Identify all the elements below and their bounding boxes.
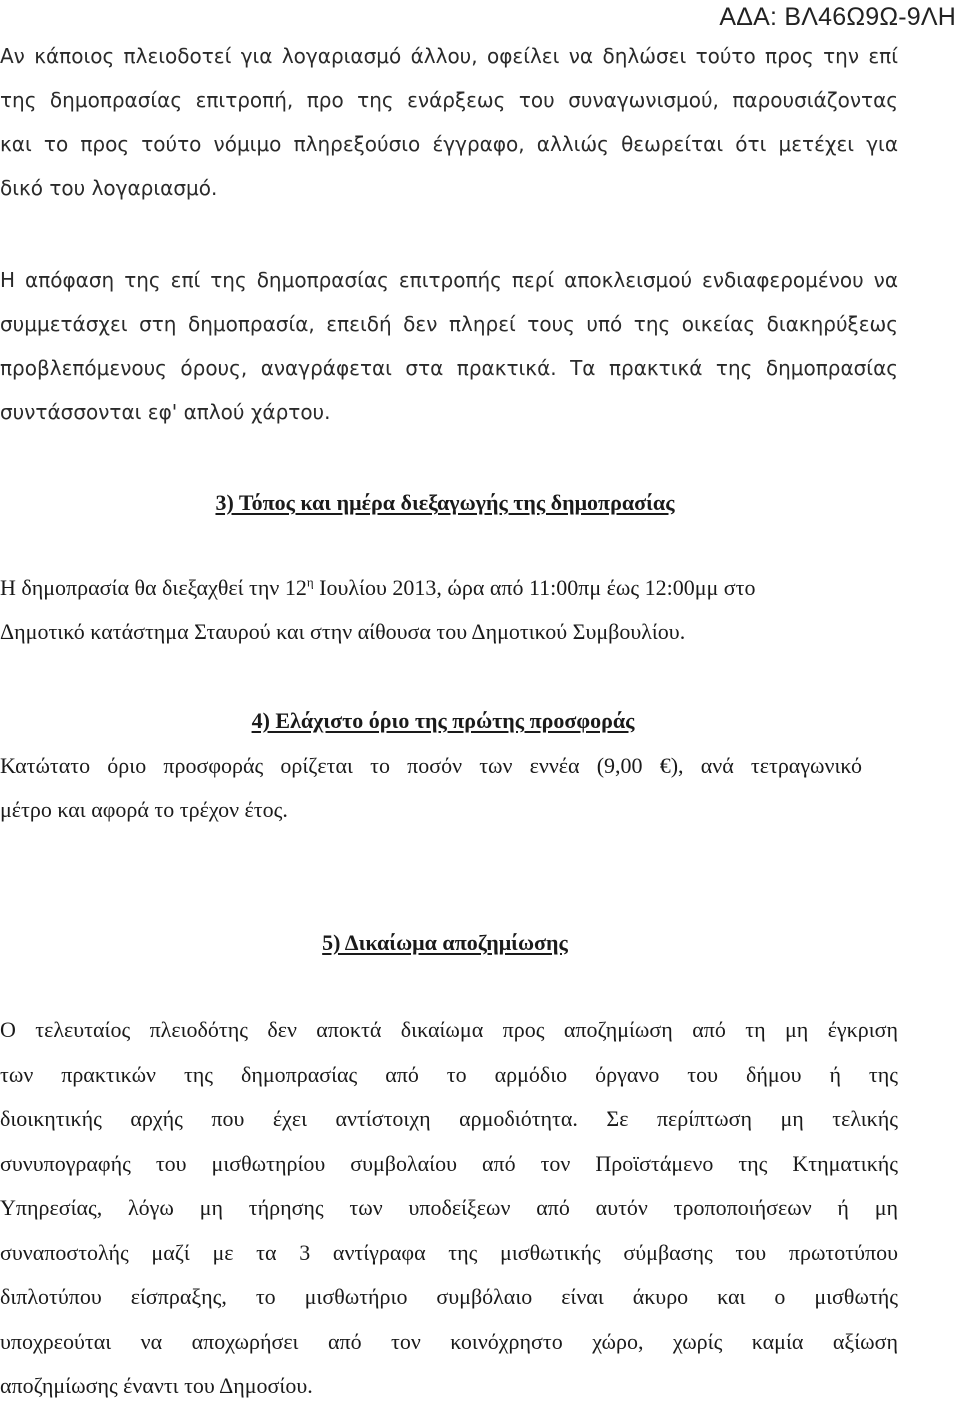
paragraph-representation <box>0 34 898 210</box>
paragraph-line: μέτρο και αφορά το τρέχον έτος. <box>0 797 288 822</box>
date-text-after: Ιουλίου 2013, ώρα από 11:00πμ έως 12:00μμ στο <box>313 575 756 600</box>
paragraph-line: συμμετάσχει στη δημοπρασία, επειδή δεν πληρεί τους υπό της οικείας διακηρύξεως <box>0 312 898 336</box>
paragraph-exclusion <box>0 258 898 434</box>
paragraph-place-date <box>0 566 890 654</box>
paragraph-line: Αν κάποιος πλειοδοτεί για λογαριασμό άλλου, οφείλει να δηλώσει τούτο προς την επί <box>0 44 898 68</box>
paragraph-line: της δημοπρασίας επιτροπή, προ της ενάρξεως του συναγωνισμού, παρουσιάζοντας <box>0 88 898 112</box>
ordinal-superscript: η <box>306 574 314 590</box>
paragraph-line: Κατώτατο όριο προσφοράς ορίζεται το ποσόν των εννέα (9,00 €), ανά τετραγωνικό <box>0 753 862 778</box>
paragraph-line: Υπηρεσίας, λόγω μη τήρησης των υποδείξεων από αυτόν τροποποιήσεων ή μη <box>0 1195 898 1220</box>
paragraph-compensation <box>0 1008 898 1409</box>
paragraph-line: υποχρεούται να αποχωρήσει από τον κοινόχρηστο χώρο, χωρίς καμία αξίωση <box>0 1328 898 1354</box>
paragraph-line: διπλοτύπου είσπραξης, το μισθωτήριο συμβόλαιο είναι άκυρο και ο μισθωτής <box>0 1284 898 1309</box>
ada-code: ΑΔΑ: ΒΛ46Ω9Ω-9ΛΗ <box>719 3 956 31</box>
paragraph-line: συναποστολής μαζί με τα 3 αντίγραφα της μισθωτικής σύμβασης του πρωτοτύπου <box>0 1239 898 1265</box>
paragraph-line: Δημοτικό κατάστημα Σταυρού και στην αίθουσα του Δημοτικού Συμβουλίου. <box>0 619 686 644</box>
paragraph-minimum-offer <box>0 744 862 832</box>
paragraph-line: αποζημίωσης έναντι του Δημοσίου. <box>0 1373 313 1398</box>
paragraph-line: συνυπογραφής του μισθωτηρίου συμβολαίου από τον Προϊστάμενο της Κτηματικής <box>0 1150 898 1176</box>
paragraph-line: και το προς τούτο νόμιμο πληρεξούσιο έγγραφο, αλλιώς θεωρείται ότι μετέχει για <box>0 132 898 156</box>
section-heading-compensation: 5) Δικαίωμα αποζημίωσης <box>322 930 568 955</box>
paragraph-line: Ο τελευταίος πλειοδότης δεν αποκτά δικαίωμα προς αποζημίωση από τη μη έγκριση <box>0 1017 898 1042</box>
paragraph-line: Η απόφαση της επί της δημοπρασίας επιτροπής περί αποκλεισμού ενδιαφερομένου να <box>0 268 898 292</box>
date-text-before: Η δημοπρασία θα διεξαχθεί την 12 <box>0 575 307 600</box>
section-heading-minimum-offer: 4) Ελάχιστο όριο της πρώτης προσφοράς <box>251 708 635 733</box>
paragraph-line: δικό του λογαριασμό. <box>0 176 218 200</box>
paragraph-line: των πρακτικών της δημοπρασίας από το αρμόδιο όργανο του δήμου ή της <box>0 1061 898 1087</box>
paragraph-line: προβλεπόμενους όρους, αναγράφεται στα πρακτικά. Τα πρακτικά της δημοπρασίας <box>0 356 898 380</box>
paragraph-line: συντάσσονται εφ' απλού χάρτου. <box>0 400 331 424</box>
paragraph-line <box>0 566 890 610</box>
paragraph-line: διοικητικής αρχής που έχει αντίστοιχη αρμοδιότητα. Σε περίπτωση μη τελικής <box>0 1106 898 1131</box>
section-heading-place-date: 3) Τόπος και ημέρα διεξαγωγής της δημοπρασίας <box>215 490 675 515</box>
